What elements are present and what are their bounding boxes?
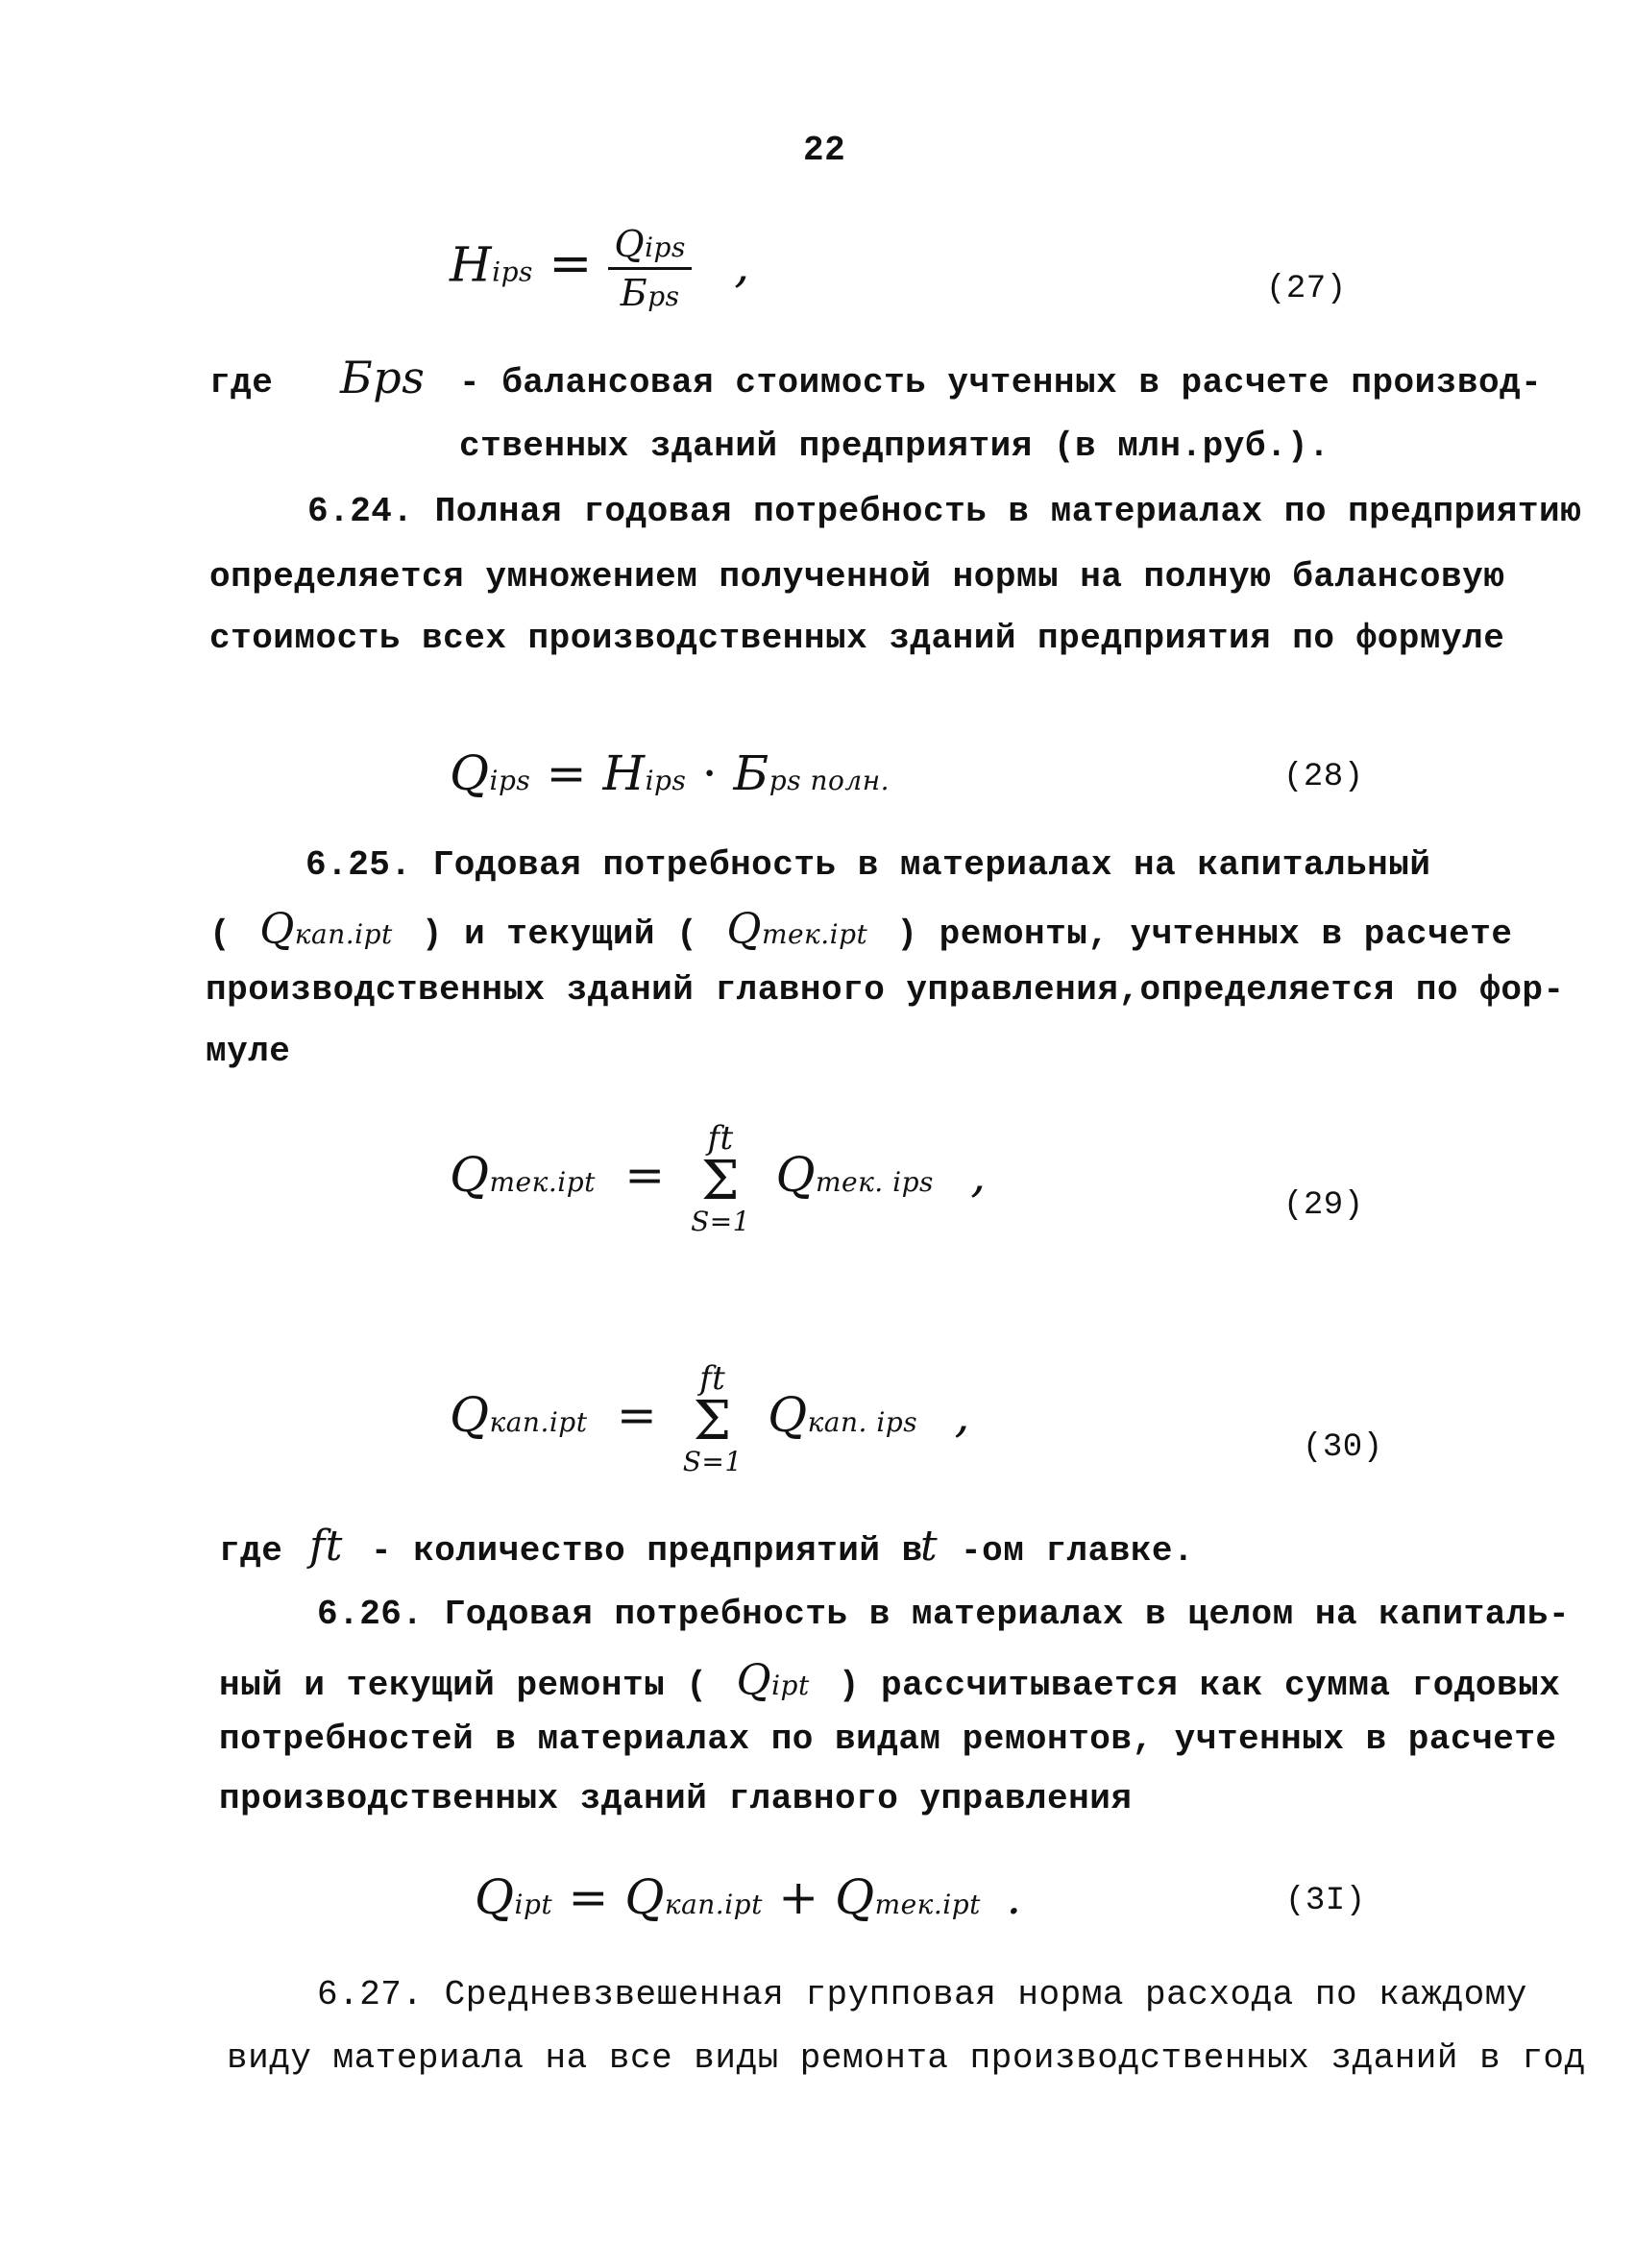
p625-and-current: ) и текущий ( [421, 915, 698, 954]
para-6-25-line-3: производственных зданий главного управления,определяется по фор- [206, 970, 1565, 1010]
where-1-line-2: ственных зданий предприятия (в млн.руб.). [459, 427, 1330, 466]
where-2-word: где [219, 1531, 283, 1571]
p626-q-main: Q [736, 1656, 772, 1705]
para-6-26-line-2 [219, 1656, 1560, 1705]
f28-a-sub: ips [489, 765, 531, 796]
formula-27-number: (27) [1266, 271, 1347, 307]
f28-eq: = [546, 745, 588, 801]
para-6-26-line-4: производственных зданий главного управления [219, 1779, 1133, 1818]
f30-rhs-sub: кап. ips [807, 1406, 918, 1438]
f30-rhs: Q [768, 1387, 808, 1443]
where-1-symbol: Бps [340, 352, 426, 403]
p626-q-sub: ipt [771, 1670, 810, 1701]
f29-tail: , [970, 1147, 987, 1203]
f29-eq: = [624, 1147, 666, 1203]
p626-tail: ) рассчитывается как сумма годовых [838, 1666, 1561, 1705]
formula-29 [450, 1119, 987, 1237]
f27-den: Б [620, 272, 648, 314]
para-6-27-line-1: 6.27. Средневзвешенная групповая норма расхода по каждому [317, 1975, 1527, 2014]
f28-b-sub: ips [645, 765, 687, 796]
p625-q-tek [726, 905, 867, 954]
f29-sum-symbol: Σ [701, 1150, 741, 1212]
formula-30 [450, 1359, 970, 1477]
where-2-mid: - количество предприятий в [371, 1531, 923, 1571]
f29-lhs: Q [450, 1147, 490, 1203]
f30-sum [682, 1359, 743, 1477]
f30-sum-bottom: S=1 [682, 1446, 743, 1477]
f31-b: Q [835, 1869, 875, 1925]
f28-dot: · [701, 745, 719, 801]
f31-b-sub: тек.ipt [874, 1889, 981, 1920]
f28-b: H [602, 745, 646, 801]
f29-sum [691, 1119, 751, 1237]
p625-q1: Q [259, 905, 295, 954]
para-6-24-line-3: стоимость всех производственных зданий предприятия по формуле [209, 619, 1505, 658]
formula-31 [475, 1869, 1022, 1925]
para-6-24-line-1: 6.24. Полная годовая потребность в материалах по предприятию [307, 492, 1582, 531]
f30-lhs: Q [450, 1387, 490, 1443]
f29-rhs: Q [775, 1147, 816, 1203]
p626-lead: ный и текущий ремонты ( [219, 1666, 708, 1705]
f31-eq: = [568, 1869, 609, 1925]
where-2-t: t [920, 1522, 939, 1571]
para-6-26-line-3: потребностей в материалах по видам ремонтов, учтенных в расчете [219, 1719, 1557, 1759]
para-6-25-line-1: 6.25. Годовая потребность в материалах на капитальный [305, 845, 1431, 885]
f28-c-sub: ps полн. [769, 765, 891, 796]
f31-lhs-sub: ipt [514, 1889, 553, 1920]
f30-lhs-sub: кап.ipt [489, 1406, 588, 1438]
formula-30-number: (30) [1303, 1429, 1383, 1466]
formula-28-number: (28) [1283, 759, 1364, 795]
f30-eq: = [616, 1387, 658, 1443]
f28-c: Б [733, 745, 769, 801]
f30-tail: , [954, 1387, 970, 1443]
p626-q [737, 1656, 810, 1705]
formula-31-number: (3I) [1285, 1883, 1366, 1919]
f31-tail: . [1006, 1869, 1022, 1925]
p625-q-kap [259, 905, 393, 954]
f30-sum-top: ft [699, 1359, 726, 1398]
f31-a-sub: кап.ipt [664, 1889, 763, 1920]
f27-lhs-sub: ips [492, 256, 533, 288]
f29-rhs-sub: тек. ips [815, 1166, 934, 1198]
para-6-24-line-2: определяется умножением полученной нормы на полную балансовую [209, 557, 1505, 597]
p625-q2: Q [726, 905, 762, 954]
f27-lhs: H [450, 236, 493, 293]
p625-q2-sub: тек.ipt [761, 918, 868, 950]
where-1-line-1: - балансовая стоимость учтенных в расчете производ- [459, 363, 1543, 402]
f27-num: Q [614, 223, 646, 265]
where-1-word: где [209, 363, 274, 402]
f30-sum-symbol: Σ [693, 1390, 732, 1452]
f27-fraction [608, 223, 691, 314]
para-6-25-line-4: муле [206, 1032, 291, 1071]
f29-sum-bottom: S=1 [691, 1206, 751, 1237]
page-number: 22 [803, 131, 846, 170]
f31-plus: + [778, 1869, 819, 1925]
para-6-26-line-1: 6.26. Годовая потребность в материалах в целом на капиталь- [317, 1595, 1571, 1634]
p625-q1-sub: кап.ipt [294, 918, 393, 950]
formula-27 [450, 223, 750, 314]
f27-tail: , [734, 236, 750, 293]
f27-den-sub: ps [647, 280, 680, 312]
formula-28 [450, 745, 890, 801]
f31-lhs: Q [475, 1869, 515, 1925]
f31-a: Q [624, 1869, 665, 1925]
where-2-end: -ом главке. [961, 1531, 1195, 1571]
para-6-27-line-2: виду материала на все виды ремонта производственных зданий в год [227, 2038, 1586, 2078]
p625-repairs: ) ремонты, учтенных в расчете [896, 915, 1513, 954]
p625-open-paren: ( [209, 915, 232, 954]
f27-num-sub: ips [645, 232, 686, 263]
where-2-symbol: ft [309, 1522, 343, 1571]
f27-eq: = [549, 232, 594, 294]
para-6-25-line-2 [209, 905, 1512, 954]
f29-sum-top: ft [707, 1119, 734, 1158]
f28-a: Q [450, 745, 490, 801]
formula-29-number: (29) [1283, 1187, 1364, 1224]
f29-lhs-sub: тек.ipt [489, 1166, 596, 1198]
